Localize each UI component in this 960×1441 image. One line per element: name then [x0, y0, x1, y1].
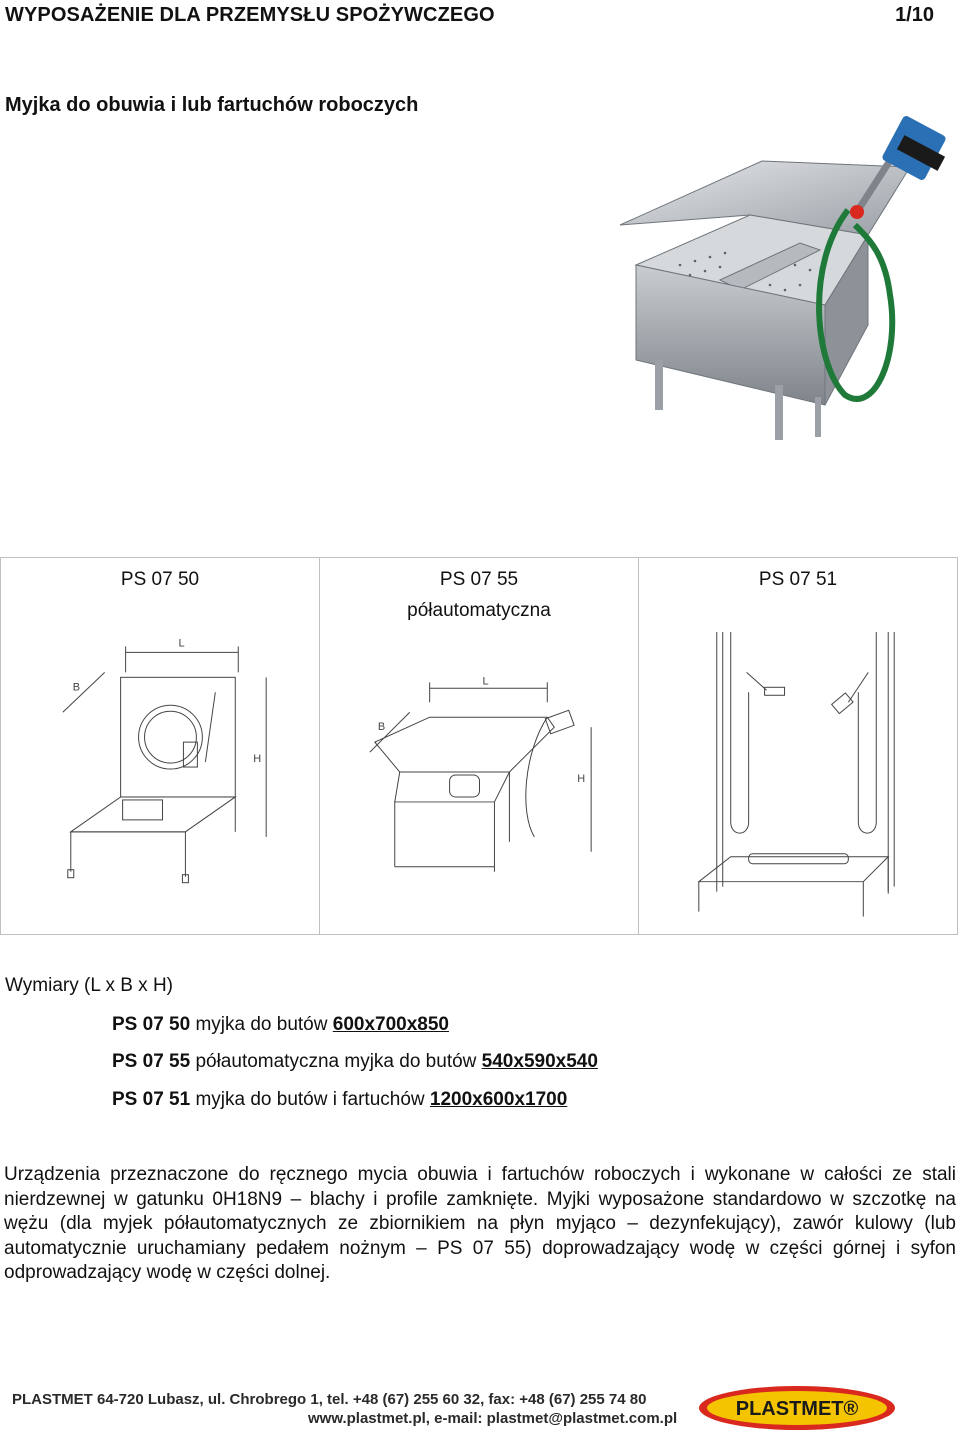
dim-label-l: L — [482, 675, 489, 688]
dimension-row — [112, 1014, 449, 1036]
model-code: PS 07 50 — [120, 569, 200, 590]
header-title: WYPOSAŻENIE DLA PRZEMYSŁU SPOŻYWCZEGO — [5, 4, 495, 26]
dim-label-b: B — [72, 681, 81, 694]
footer-web-email: www.plastmet.pl, e-mail: plastmet@plastmet.com.pl — [308, 1410, 678, 1427]
model-column-ps0755 — [320, 558, 639, 934]
model-column-ps0750 — [1, 558, 320, 934]
document-title: Myjka do obuwia i lub fartuchów roboczych — [5, 94, 419, 116]
model-code: PS 07 55 — [439, 569, 519, 590]
dim-label-b: B — [377, 721, 386, 734]
dimension-size: 540x590x540 — [481, 1051, 598, 1072]
dimension-size: 1200x600x1700 — [429, 1089, 568, 1110]
dimension-description: myjka do butów i fartuchów — [195, 1089, 425, 1110]
drawing-ps0755 — [320, 632, 638, 932]
dim-label-h: H — [253, 753, 262, 766]
dimension-row — [112, 1089, 567, 1111]
drawing-ps0750 — [1, 632, 319, 932]
models-table — [0, 557, 958, 935]
dimensions-title: Wymiary (L x B x H) — [5, 975, 174, 996]
model-column-ps0751 — [639, 558, 957, 934]
page-number: 1/10 — [895, 4, 934, 26]
logo-text: PLASTMET® — [735, 1398, 859, 1420]
product-photo — [600, 115, 960, 455]
plastmet-logo — [697, 1384, 897, 1432]
dimension-code: PS 07 55 — [112, 1051, 191, 1072]
dimension-row — [112, 1051, 598, 1073]
product-description: Urządzenia przeznaczone do ręcznego mycia obuwia i fartuchów roboczych i wykonane w całości ze stali nierdzewnej w gatunku 0H18N9 – blachy i profile zamknięte. Myjki wyposażone standardowo w szczotkę na wężu (dla myjek półautomatycznych ze zbiornikiem na płyn myjąco – dezynfekujący), zawór kulowy (lub automatycznie uruchamiany pedałem nożnym – PS 07 55) doprowadzający wodę w części górnej i syfon odprowadzający wodę w części dolnej. — [4, 1164, 956, 1283]
dimension-description: myjka do butów — [195, 1014, 328, 1035]
dim-label-l: L — [178, 637, 185, 650]
footer-contact — [12, 1390, 677, 1428]
dimension-code: PS 07 50 — [112, 1014, 191, 1035]
dimension-description: półautomatyczna myjka do butów — [195, 1051, 477, 1072]
dim-label-h: H — [577, 773, 586, 785]
footer-address: PLASTMET 64-720 Lubasz, ul. Chrobrego 1, tel. +48 (67) 255 60 32, fax: +48 (67) 255 74 80 — [12, 1391, 647, 1408]
drawing-ps0751 — [639, 632, 957, 932]
model-subtitle: półautomatyczna — [407, 600, 551, 621]
model-code: PS 07 51 — [758, 569, 838, 590]
dimension-size: 600x700x850 — [332, 1014, 449, 1035]
dimension-code: PS 07 51 — [112, 1089, 191, 1110]
